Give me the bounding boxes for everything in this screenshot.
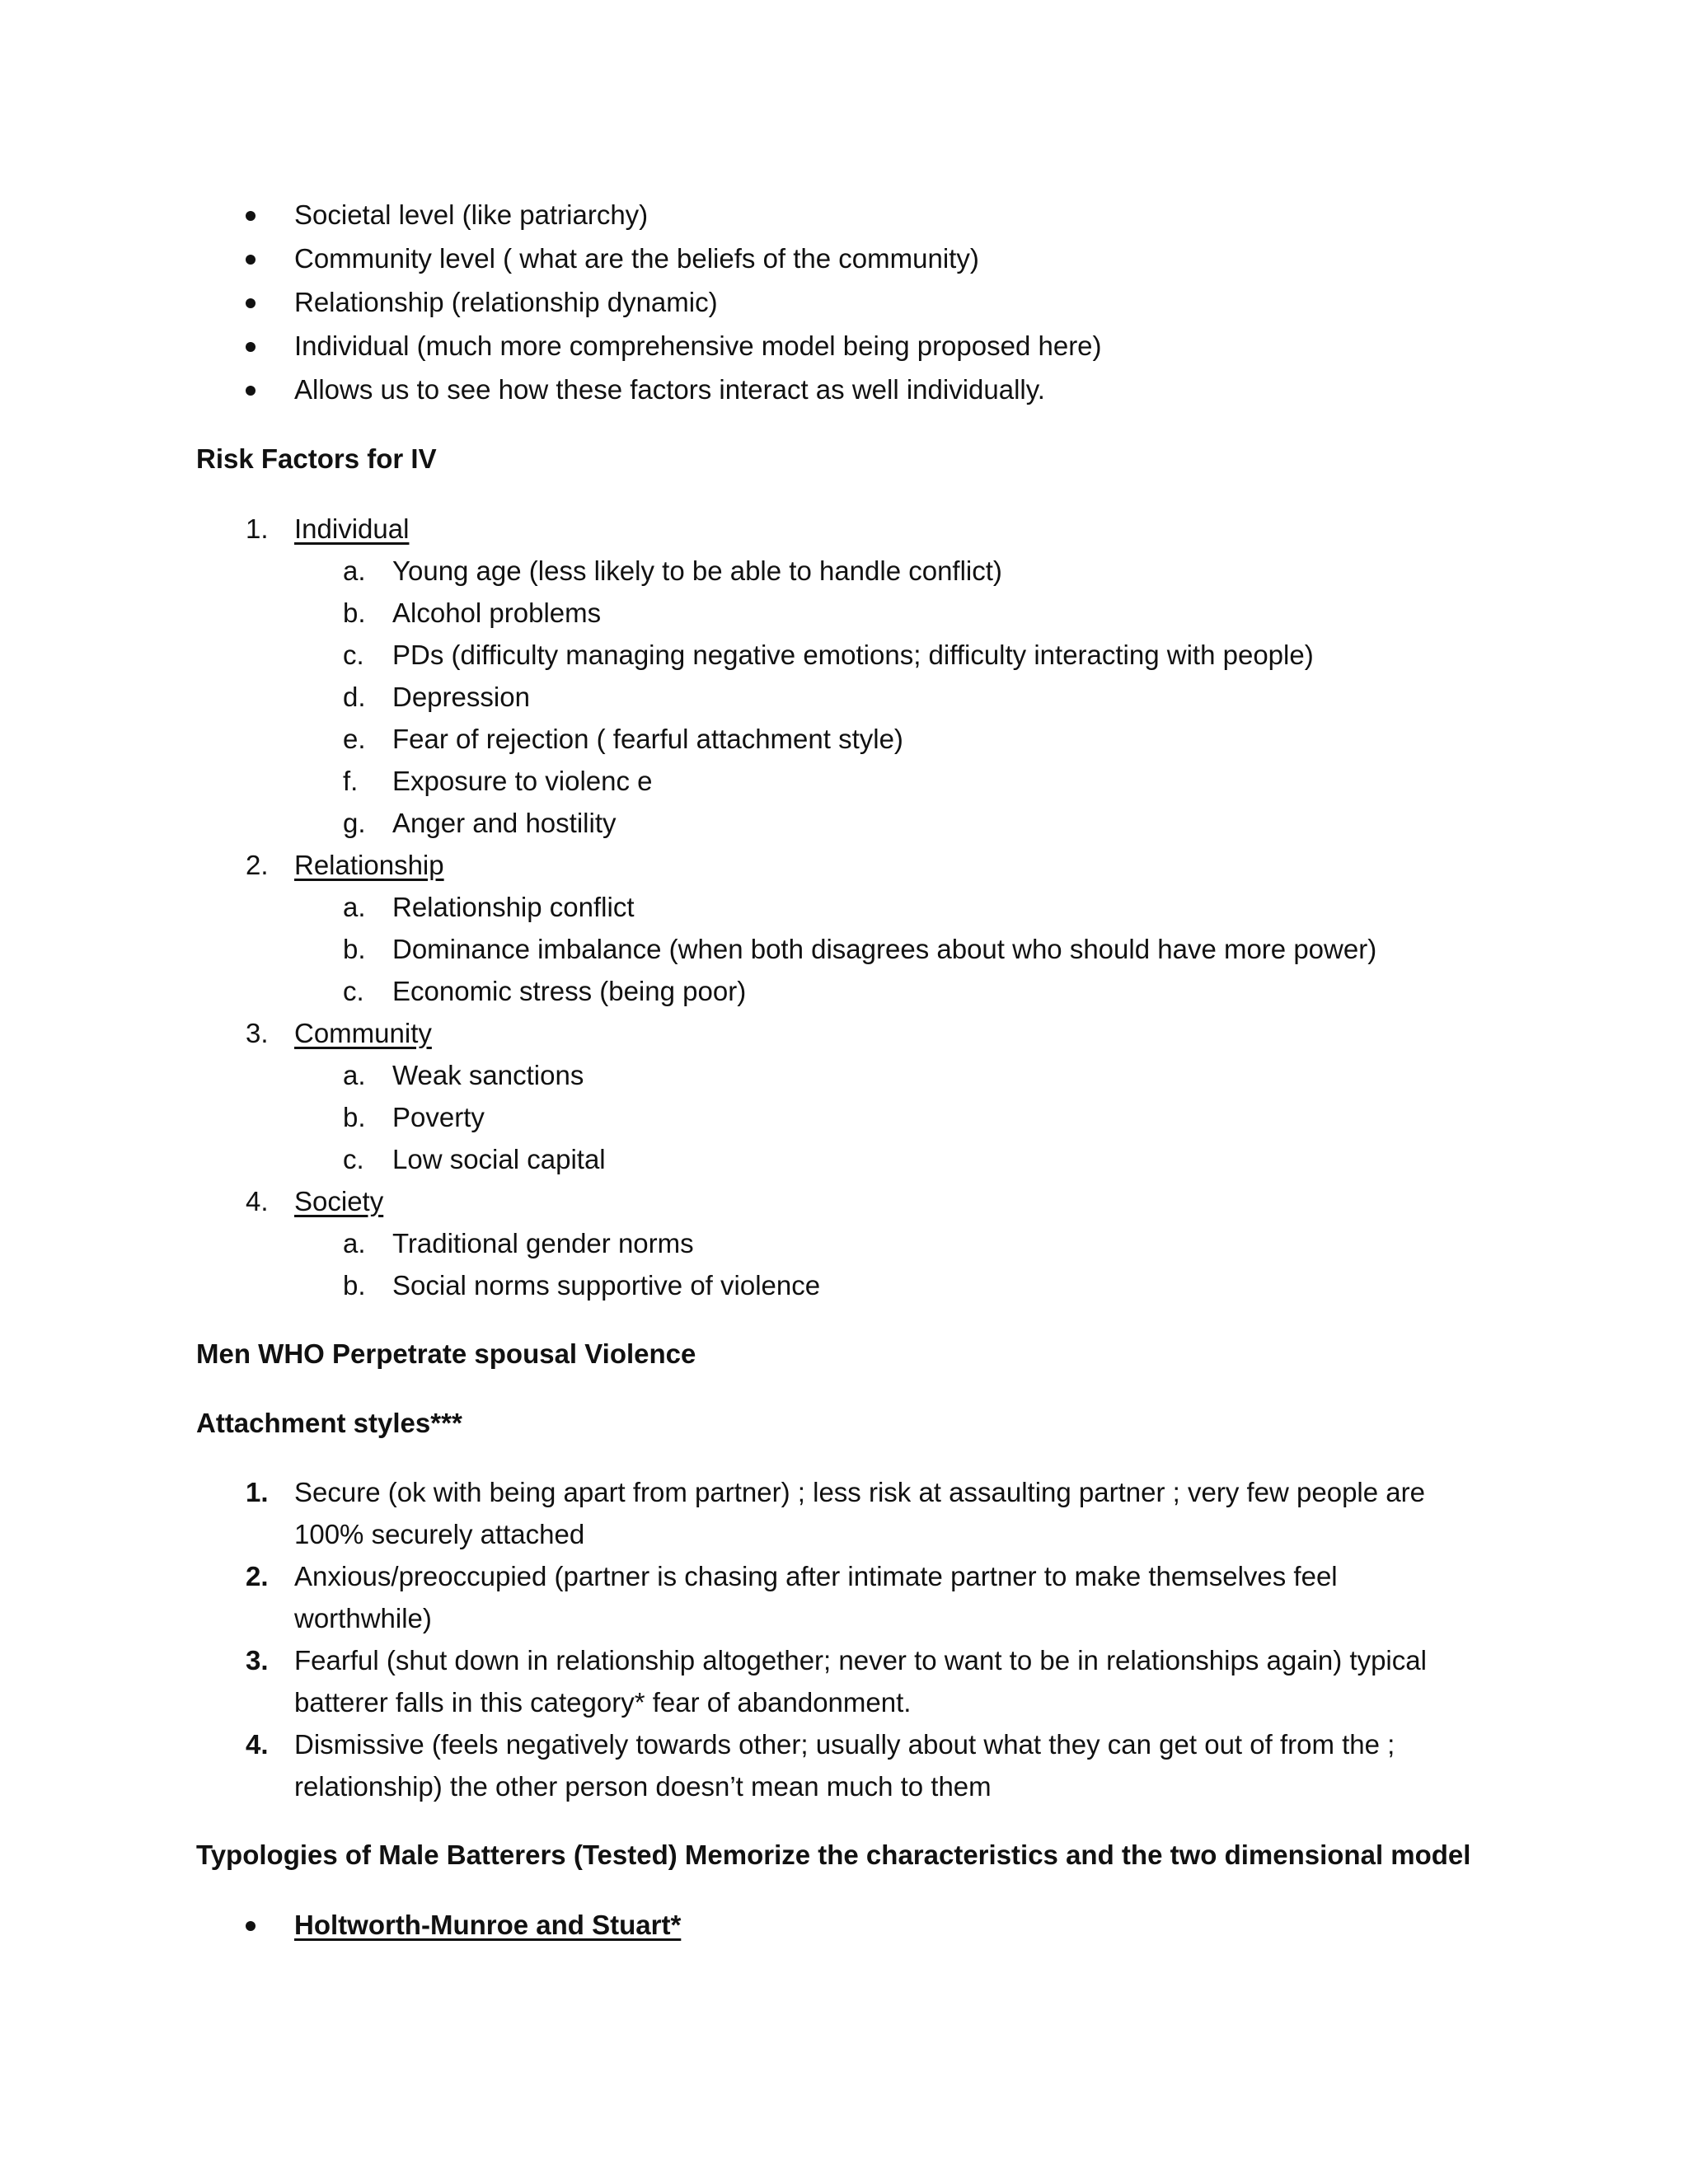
typologies-heading: Typologies of Male Batterers (Tested) Memorize the characteristics and the two dimensional model bbox=[196, 1840, 1471, 1870]
group-label: Community bbox=[294, 1018, 432, 1048]
item-text: Traditional gender norms bbox=[392, 1228, 694, 1258]
group-label: Relationship bbox=[294, 850, 444, 880]
bullet-dot bbox=[246, 255, 256, 265]
bullet-dot bbox=[246, 211, 256, 221]
item-letter: f. bbox=[343, 766, 359, 796]
attachment-number: 2. bbox=[246, 1561, 269, 1591]
item-text: Economic stress (being poor) bbox=[392, 976, 747, 1006]
attachment-line: Secure (ok with being apart from partner) ; less risk at assaulting partner ; very few people are bbox=[294, 1477, 1425, 1507]
intro-bullet-text: Relationship (relationship dynamic) bbox=[294, 287, 718, 317]
attachment-line: relationship) the other person doesn’t mean much to them bbox=[294, 1771, 992, 1802]
attachment-number: 3. bbox=[246, 1645, 269, 1675]
group-label: Society bbox=[294, 1186, 384, 1216]
item-text: Alcohol problems bbox=[392, 598, 602, 628]
bullet-dot bbox=[246, 342, 256, 352]
group-number: 3. bbox=[246, 1018, 269, 1048]
group-number: 2. bbox=[246, 850, 269, 880]
attachment-line: 100% securely attached bbox=[294, 1519, 585, 1549]
item-letter: c. bbox=[343, 640, 364, 670]
item-letter: c. bbox=[343, 1144, 364, 1174]
item-letter: a. bbox=[343, 555, 366, 586]
intro-bullet-text: Societal level (like patriarchy) bbox=[294, 199, 649, 230]
attachment-number: 1. bbox=[246, 1477, 269, 1507]
item-text: Anger and hostility bbox=[392, 808, 617, 838]
typology-bullet-text: Holtworth-Munroe and Stuart* bbox=[294, 1910, 682, 1940]
item-text: Fear of rejection ( fearful attachment style) bbox=[392, 724, 903, 754]
item-letter: d. bbox=[343, 682, 366, 712]
item-text: Exposure to violenc e bbox=[392, 766, 653, 796]
item-text: Dominance imbalance (when both disagrees about who should have more power) bbox=[392, 934, 1377, 964]
item-letter: b. bbox=[343, 934, 366, 964]
attachment-number: 4. bbox=[246, 1729, 269, 1760]
bullet-dot bbox=[246, 1921, 256, 1931]
intro-bullet-text: Community level ( what are the beliefs of the community) bbox=[294, 243, 979, 274]
item-letter: a. bbox=[343, 892, 366, 922]
item-text: Young age (less likely to be able to handle conflict) bbox=[392, 555, 1002, 586]
group-label: Individual bbox=[294, 513, 410, 544]
item-text: Weak sanctions bbox=[392, 1060, 584, 1090]
item-letter: c. bbox=[343, 976, 364, 1006]
risk-factors-heading: Risk Factors for IV bbox=[196, 443, 437, 474]
item-text: PDs (difficulty managing negative emotions; difficulty interacting with people) bbox=[392, 640, 1314, 670]
intro-bullet-text: Individual (much more comprehensive model being proposed here) bbox=[294, 330, 1102, 361]
item-text: Relationship conflict bbox=[392, 892, 635, 922]
item-letter: b. bbox=[343, 1102, 366, 1132]
attachment-line: worthwhile) bbox=[294, 1603, 432, 1633]
item-text: Depression bbox=[392, 682, 530, 712]
item-letter: a. bbox=[343, 1060, 366, 1090]
group-number: 4. bbox=[246, 1186, 269, 1216]
attachment-line: Fearful (shut down in relationship altogether; never to want to be in relationships again) typical bbox=[294, 1645, 1427, 1675]
men-heading: Men WHO Perpetrate spousal Violence bbox=[196, 1338, 696, 1369]
item-text: Social norms supportive of violence bbox=[392, 1270, 821, 1301]
item-text: Low social capital bbox=[392, 1144, 606, 1174]
item-letter: a. bbox=[343, 1228, 366, 1258]
attachment-line: Dismissive (feels negatively towards other; usually about what they can get out of from the ; bbox=[294, 1729, 1395, 1760]
bullet-dot bbox=[246, 386, 256, 396]
attachment-line: Anxious/preoccupied (partner is chasing after intimate partner to make themselves feel bbox=[294, 1561, 1338, 1591]
item-letter: e. bbox=[343, 724, 366, 754]
intro-bullet-text: Allows us to see how these factors interact as well individually. bbox=[294, 374, 1045, 405]
item-letter: b. bbox=[343, 1270, 366, 1301]
item-text: Poverty bbox=[392, 1102, 485, 1132]
attachment-heading: Attachment styles*** bbox=[196, 1408, 462, 1438]
item-letter: b. bbox=[343, 598, 366, 628]
bullet-dot bbox=[246, 298, 256, 308]
item-letter: g. bbox=[343, 808, 366, 838]
group-number: 1. bbox=[246, 513, 269, 544]
attachment-line: batterer falls in this category* fear of abandonment. bbox=[294, 1687, 912, 1718]
